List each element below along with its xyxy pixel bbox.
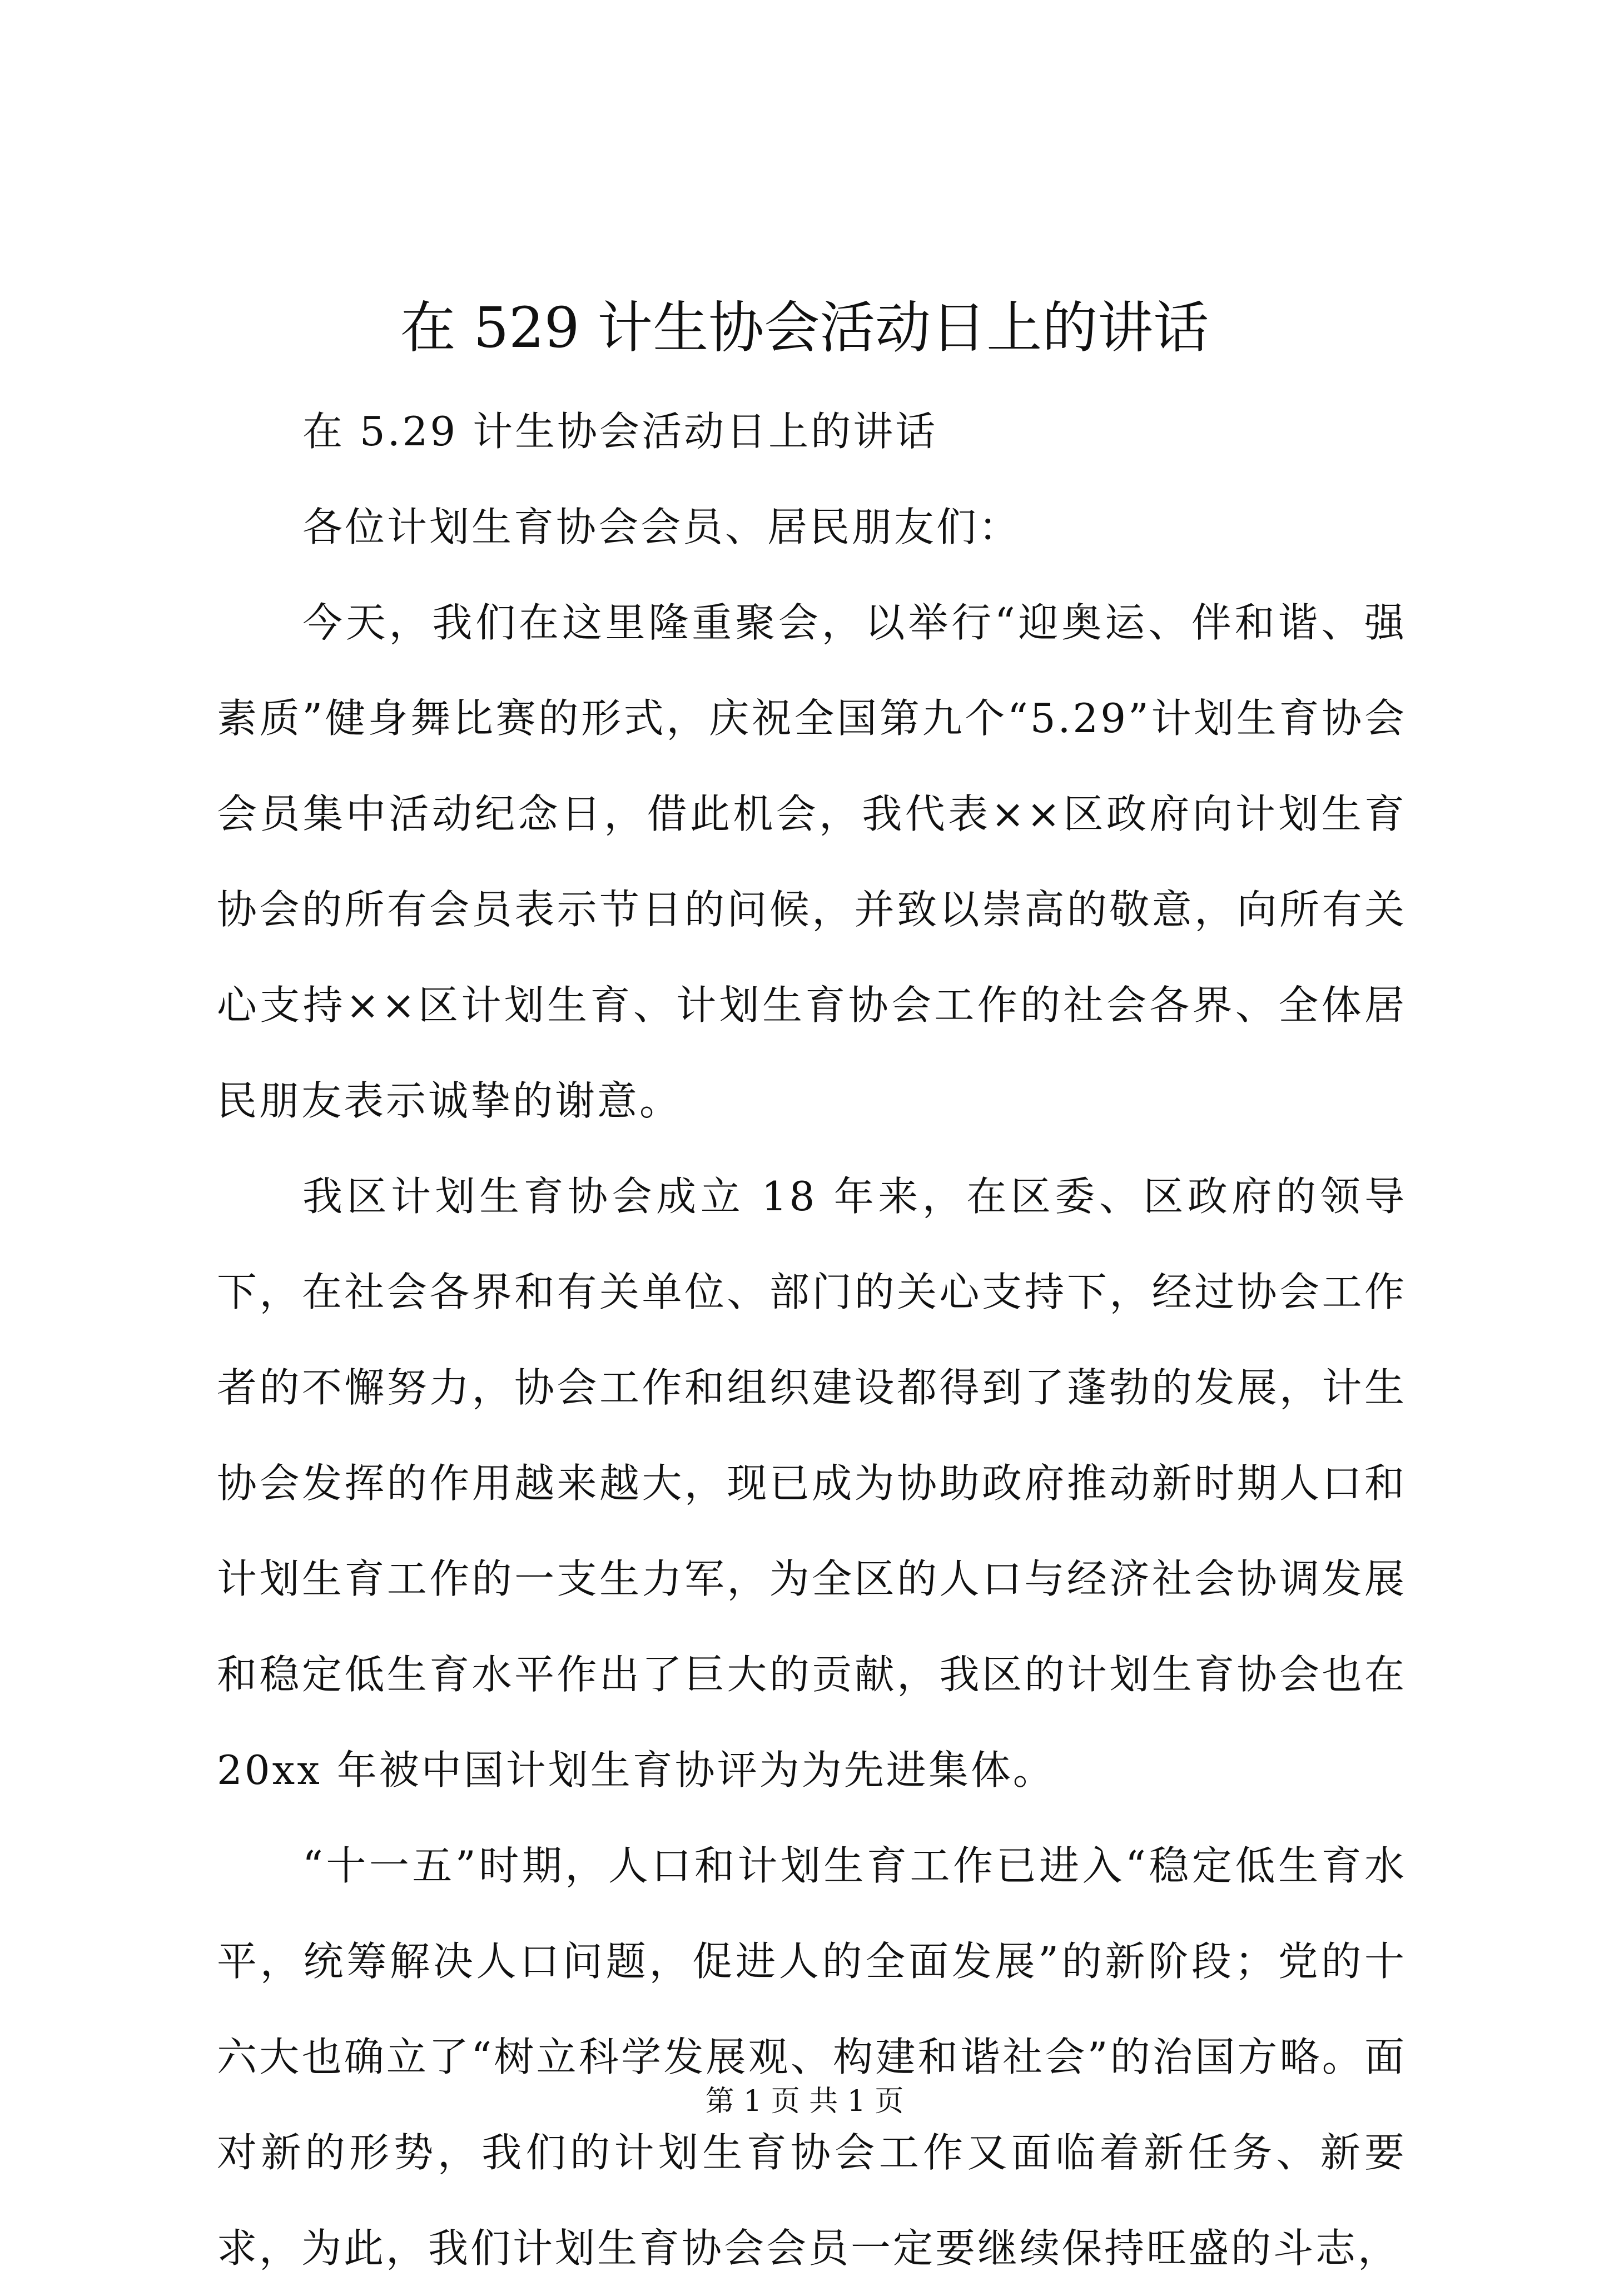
body-paragraph: 我区计划生育协会成立 18 年来，在区委、区政府的领导下，在社会各界和有关单位、部门的关心支持下，经过协会工作者的不懈努力，协会工作和组织建设都得到了蓬勃的发展，计生协会发挥的作用越来越大，现已成为协助政府推动新时期人口和计划生育工作的一支生力军，为全区的人口与经济社会协调发展和稳定低生育水平作出了巨大的贡献，我区的计划生育协会也在 20xx 年被中国计划生育协评为为先进集体。: [217, 1173, 1407, 1793]
subtitle-paragraph: 在 5.29 计生协会活动日上的讲话: [302, 408, 938, 455]
salutation-paragraph: 各位计划生育协会会员、居民朋友们：: [302, 504, 1021, 550]
page-footer: 第 1 页 共 1 页: [705, 2085, 904, 2118]
document-title: 在 529 计生协会活动日上的讲话: [400, 295, 1209, 360]
document-body: [217, 384, 1407, 2296]
body-paragraph: “十一五”时期，人口和计划生育工作已进入“稳定低生育水平，统筹解决人口问题，促进人的全面发展”的新阶段；党的十六大也确立了“树立科学发展观、构建和谐社会”的治国方略。面对新的形势，我们的计划生育协会工作又面临着新任务、新要求，为此，我们计划生育协会会员一定要继续保持旺盛的斗志，: [217, 1842, 1407, 2272]
body-paragraph: 今天，我们在这里隆重聚会，以举行“迎奥运、伴和谐、强素质”健身舞比赛的形式，庆祝全国第九个“5.29”计划生育协会会员集中活动纪念日，借此机会，我代表××区政府向计划生育协会的所有会员表示节日的问候，并致以崇高的敬意，向所有关心支持××区计划生育、计划生育协会工作的社会各界、全体居民朋友表示诚挚的谢意。: [217, 599, 1407, 1124]
